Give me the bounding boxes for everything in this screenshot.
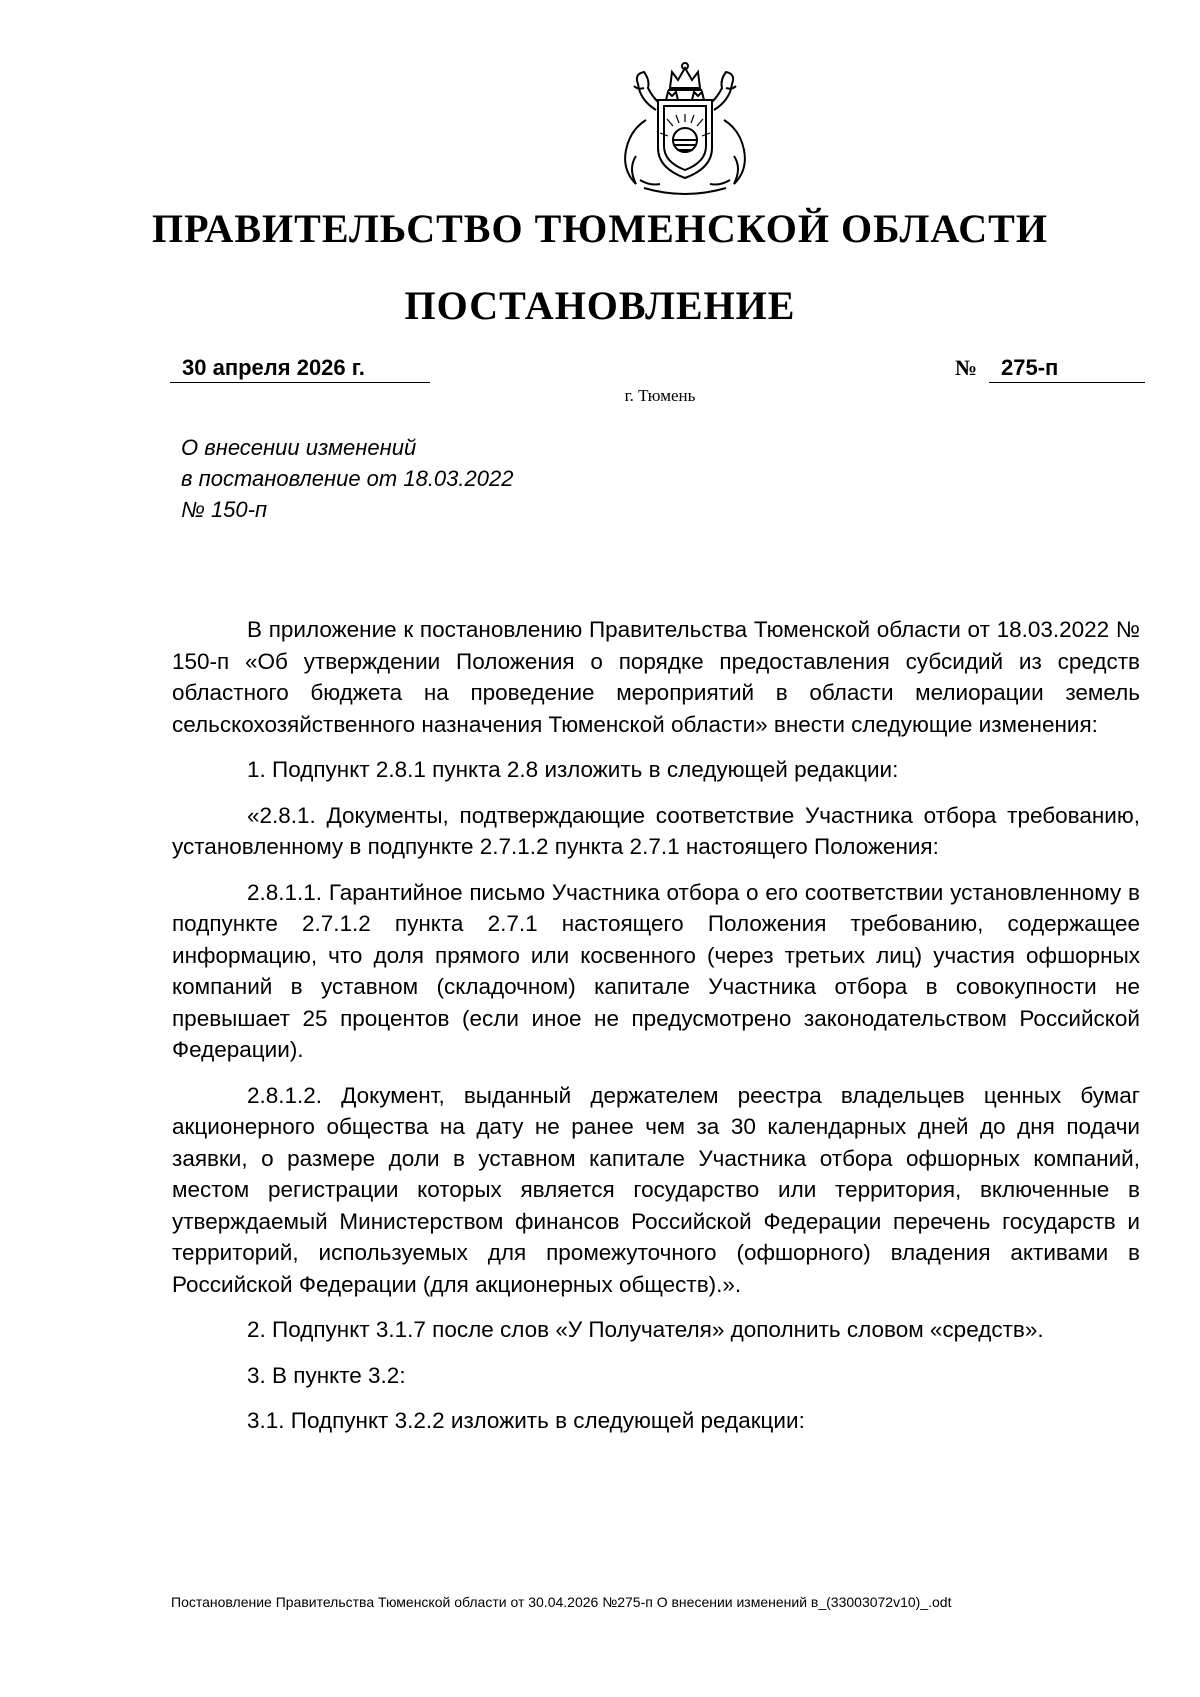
- body-paragraph: 2. Подпункт 3.1.7 после слов «У Получателя» дополнить словом «средств».: [247, 1317, 1044, 1342]
- subject-line: в постановление от 18.03.2022: [181, 466, 514, 491]
- body-paragraph: 2.8.1.2. Документ, выданный держателем реестра владельцев ценных бумаг акционерного общества на дату не ранее чем за 30 календарных дней до дня подачи заявки, о размере доли в уставном капитале Участника отбора офшорных компаний, местом регистрации которых является государство или территория, включенные в утверждаемый Министерством финансов Российской Федерации перечень государств и территорий, используемых для промежуточного (офшорного) владения активами в Российской Федерации (для акционерных обществ).».: [172, 1082, 1140, 1297]
- document-type-title: ПОСТАНОВЛЕНИЕ: [404, 283, 796, 328]
- document-date: 30 апреля 2026 г.: [170, 354, 430, 383]
- organization-title: ПРАВИТЕЛЬСТВО ТЮМЕНСКОЙ ОБЛАСТИ: [152, 206, 1048, 251]
- subject-line: О внесении изменений: [181, 435, 417, 460]
- city-label: г. Тюмень: [624, 386, 696, 405]
- document-subject: [181, 432, 513, 525]
- subject-line: № 150-п: [181, 497, 268, 522]
- number-sign: №: [955, 355, 978, 380]
- page-footer: Постановление Правительства Тюменской области от 30.04.2026 №275-п О внесении изменений в_(33003072v10)_.odt: [171, 1594, 952, 1610]
- body-paragraph: «2.8.1. Документы, подтверждающие соответствие Участника отбора требованию, установленному в подпункте 2.7.1.2 пункта 2.7.1 настоящего Положения:: [172, 802, 1140, 859]
- body-paragraph: 2.8.1.1. Гарантийное письмо Участника отбора о его соответствии установленному в подпункте 2.7.1.2 пункта 2.7.1 настоящего Положения требованию, содержащее информацию, что доля прямого или косвенного (через третьих лиц) участия офшорных компаний в уставном (складочном) капитале Участника отбора в совокупности не превышает 25 процентов (если иное не предусмотрено законодательством Российской Федерации).: [172, 879, 1140, 1062]
- body-paragraph: 3. В пункте 3.2:: [247, 1362, 406, 1388]
- document-body: [172, 614, 1140, 1451]
- body-paragraph: В приложение к постановлению Правительства Тюменской области от 18.03.2022 № 150-п «Об утверждении Положения о порядке предоставления субсидий из средств областного бюджета на проведение мероприятий в области мелиорации земель сельскохозяйственного назначения Тюменской области» внести следующие изменения:: [172, 617, 1140, 737]
- body-paragraph: 1. Подпункт 2.8.1 пункта 2.8 изложить в следующей редакции:: [247, 757, 899, 782]
- body-paragraph: 3.1. Подпункт 3.2.2 изложить в следующей редакции:: [247, 1408, 805, 1433]
- document-number: 275-п: [989, 354, 1145, 383]
- tyumen-coat-of-arms-icon: [600, 60, 770, 200]
